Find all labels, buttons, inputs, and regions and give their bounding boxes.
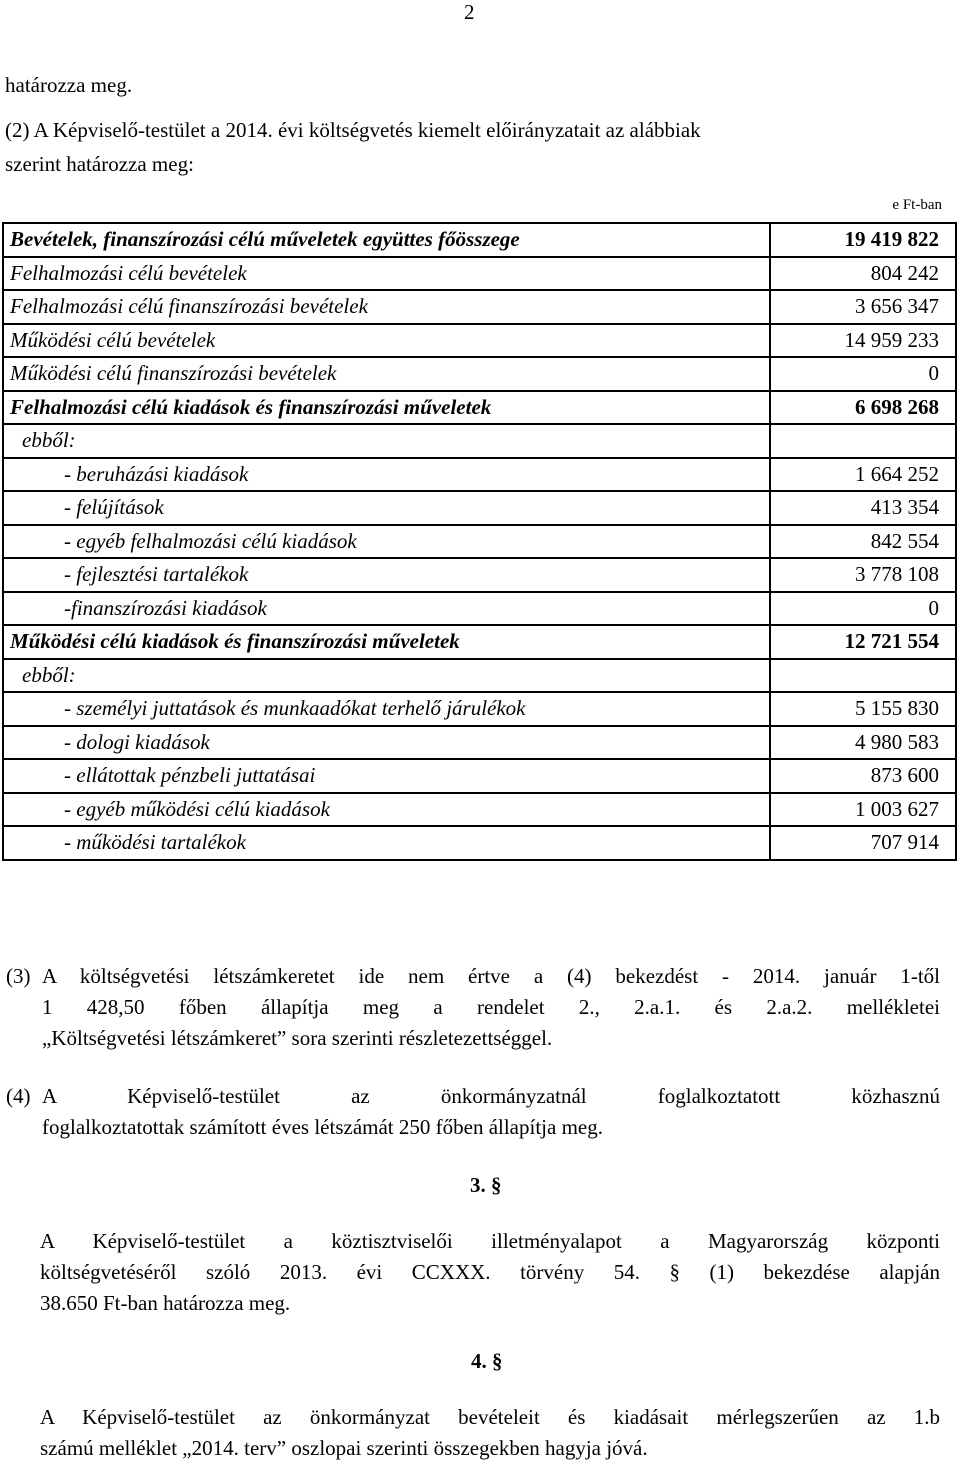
table-row [3,257,956,291]
row-value: 14 959 233 [770,324,956,358]
intro-line-2: (2) A Képviselő-testület a 2014. évi költségvetés kiemelt előirányzatait az alábbiak [5,118,701,142]
row-value: 3 778 108 [770,558,956,592]
row-label: -finanszírozási kiadások [3,592,770,626]
row-label: Felhalmozási célú bevételek [3,257,770,291]
row-value: 0 [770,357,956,391]
row-value: 413 354 [770,491,956,525]
table-row [3,525,956,559]
table-row [3,357,956,391]
paragraph-line: 38.650 Ft-ban határozza meg. [40,1291,291,1315]
row-label: - ellátottak pénzbeli juttatásai [3,759,770,793]
table-row [3,659,956,693]
page-number: 2 [464,0,475,24]
table-row [3,726,956,760]
row-value: 1 003 627 [770,793,956,827]
section-heading: 4. § [471,1349,503,1373]
table-row [3,826,956,860]
row-value: 707 914 [770,826,956,860]
table-row [3,592,956,626]
row-value: 6 698 268 [770,391,956,425]
table-row [3,759,956,793]
paragraph-line: költségvetéséről szóló 2013. évi CCXXX. törvény 54. § (1) bekezdése alapján [40,1260,940,1284]
row-value: 12 721 554 [770,625,956,659]
table-row [3,793,956,827]
intro-line-3: szerint határozza meg: [5,152,194,176]
row-value: 873 600 [770,759,956,793]
table-row [3,223,956,257]
table-row [3,491,956,525]
intro-line-1: határozza meg. [5,73,133,97]
row-label: Működési célú kiadások és finanszírozási műveletek [3,625,770,659]
table-row [3,391,956,425]
paragraph-line: 1 428,50 főben állapítja meg a rendelet 2., 2.a.1. és 2.a.2. mellékletei [42,995,940,1019]
table-row [3,290,956,324]
row-label: ebből: [3,424,770,458]
row-value [770,424,956,458]
row-label: - működési tartalékok [3,826,770,860]
unit-label: e Ft-ban [892,197,942,213]
row-label: Működési célú bevételek [3,324,770,358]
table-row [3,324,956,358]
row-value: 842 554 [770,525,956,559]
paragraph-number: (3) [6,964,31,988]
row-label: Felhalmozási célú finanszírozási bevételek [3,290,770,324]
row-value: 804 242 [770,257,956,291]
row-label: - dologi kiadások [3,726,770,760]
paragraph-line: A Képviselő-testület az önkormányzat bevételeit és kiadásait mérlegszerűen az 1.b [40,1405,940,1429]
row-value [770,659,956,693]
table-row [3,692,956,726]
row-label: - beruházási kiadások [3,458,770,492]
row-value: 0 [770,592,956,626]
row-label: Bevételek, finanszírozási célú műveletek együttes főösszege [3,223,770,257]
row-label: Felhalmozási célú kiadások és finanszírozási műveletek [3,391,770,425]
row-value: 5 155 830 [770,692,956,726]
row-label: - egyéb működési célú kiadások [3,793,770,827]
paragraph-number: (4) [6,1084,31,1108]
paragraph-4 [6,1081,940,1143]
row-value: 4 980 583 [770,726,956,760]
paragraph-line: A Képviselő-testület a köztisztviselői illetményalapot a Magyarország központi [40,1229,940,1253]
budget-table [2,222,957,861]
row-label: ebből: [3,659,770,693]
paragraph-line: „Költségvetési létszámkeret” sora szerinti részletezettséggel. [42,1026,553,1050]
row-label: Működési célú finanszírozási bevételek [3,357,770,391]
table-row [3,458,956,492]
row-label: - felújítások [3,491,770,525]
row-value: 1 664 252 [770,458,956,492]
paragraph-line: számú melléklet „2014. terv” oszlopai szerinti összegekben hagyja jóvá. [40,1436,648,1460]
section-3-body [40,1226,940,1319]
row-label: - egyéb felhalmozási célú kiadások [3,525,770,559]
section-heading: 3. § [470,1173,502,1197]
paragraph-line: A Képviselő-testület az önkormányzatnál foglalkoztatott közhasznú [42,1084,940,1108]
table-row [3,424,956,458]
paragraph-line: foglalkoztatottak számított éves létszámát 250 főben állapítja meg. [42,1115,603,1139]
row-label: - fejlesztési tartalékok [3,558,770,592]
paragraph-line: A költségvetési létszámkeretet ide nem értve a (4) bekezdést - 2014. január 1-től [42,964,940,988]
table-row [3,558,956,592]
row-value: 19 419 822 [770,223,956,257]
table-row [3,625,956,659]
row-label: - személyi juttatások és munkaadókat terhelő járulékok [3,692,770,726]
section-4-body [40,1402,940,1464]
paragraph-3 [6,961,940,1054]
row-value: 3 656 347 [770,290,956,324]
